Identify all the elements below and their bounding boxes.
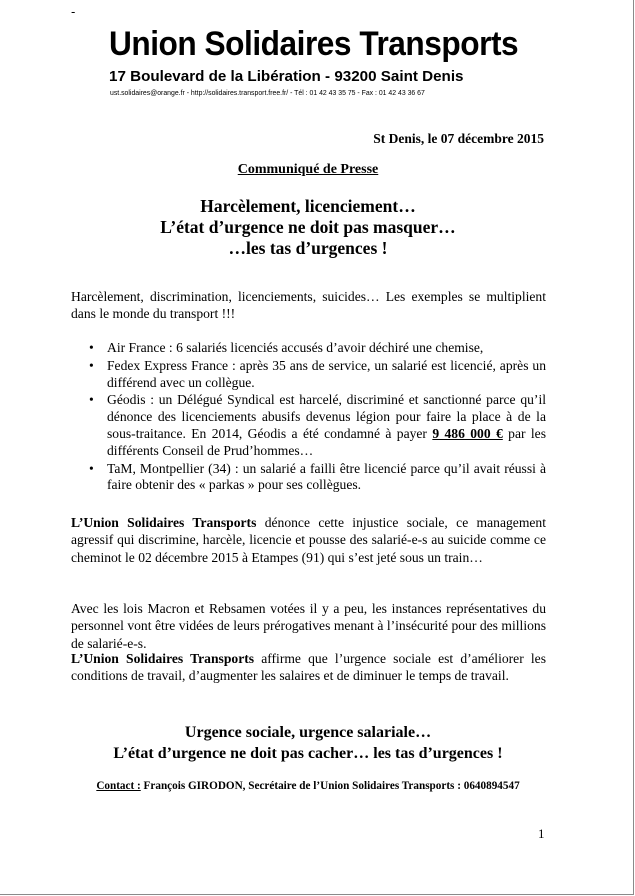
organization-name: Union Solidaires Transports [109,25,519,63]
closing-slogan [0,722,616,764]
list-item [71,392,546,459]
case-text: Fedex Express France : après 35 ans de service, un salarié est licencié, après un différend avec un collègue. [107,357,546,390]
organization-mention: L’Union Solidaires Transports [71,651,255,666]
paragraph-text: dénonce cette injustice sociale, ce management agressif qui discrimine, harcèle, licencie et pousse des salarié-e-s au suicide comme ce cheminot le 02 décembre 2015 à Etampes (91) qui s’est jeté sous un train… [71,515,546,565]
page-number: 1 [538,826,545,841]
header-dash: - [71,4,76,19]
case-text: Air France : 6 salariés licenciés accusés d’avoir déchiré une chemise, [107,340,484,355]
contact-details: François GIRODON, Secrétaire de l’Union Solidaires Transports : 0640894547 [140,780,520,792]
list-item [71,461,546,495]
demands-paragraph [71,650,546,685]
headline-line-1: Harcèlement, licenciement… [200,196,416,216]
bullet-icon: • [89,340,94,355]
organization-address: 17 Boulevard de la Libération - 93200 Saint Denis [109,68,464,85]
laws-paragraph: Avec les lois Macron et Rebsamen votées il y a peu, les instances représentatives du personnel vont être vidées de leurs prérogatives menant à l’insécurité pour des millions de salarié-e-s. [71,601,546,651]
closing-line-2: L’état d’urgence ne doit pas cacher… les tas d’urgences ! [113,745,503,762]
list-item [71,340,546,357]
document-date: St Denis, le 07 décembre 2015 [373,131,544,146]
press-release-title: Communiqué de Presse [237,162,379,177]
intro-paragraph: Harcèlement, discrimination, licenciements, suicides… Les exemples se multiplient dans le monde du transport !!! [71,289,546,322]
headline [0,196,616,259]
list-item [71,358,546,392]
contact-line [0,780,616,792]
closing-line-1: Urgence sociale, urgence salariale… [184,724,432,741]
headline-line-3: …les tas d’urgences ! [228,238,388,258]
bullet-icon: • [89,357,94,373]
organization-contact-line: ust.solidaires@orange.fr - http://solidaires.transport.free.fr/ - Tél : 01 42 43 35 75 - Fax : 01 42 43 36 67 [110,90,425,97]
organization-mention: L’Union Solidaires Transports [71,515,257,530]
bullet-icon: • [89,460,94,476]
cases-list [71,340,546,495]
case-text: Géodis : un Délégué Syndical est harcelé, discriminé et sanctionné parce qu’il dénonce des licenciements abusifs devenus légion pour faire la place à de la sous-traitance. En 2014, Géodis a été condamné à payer [107,392,546,441]
headline-line-2: L’état d’urgence ne doit pas masquer… [160,217,456,237]
denunciation-paragraph [71,514,546,566]
bullet-icon: • [89,392,94,408]
contact-label: Contact : [96,780,141,792]
paragraph-text: affirme que l’urgence sociale est d’améliorer les conditions de travail, d’augmenter les salaires et de diminuer le temps de travail. [71,651,546,684]
case-text: par les différents Conseil de Prud’hommes… [107,425,546,458]
case-text: TaM, Montpellier (34) : un salarié a failli être licencié parce qu’il avait réussi à faire obtenir des « parkas » pour ses collègues. [107,460,546,493]
fine-amount: 9 486 000 € [432,425,503,441]
